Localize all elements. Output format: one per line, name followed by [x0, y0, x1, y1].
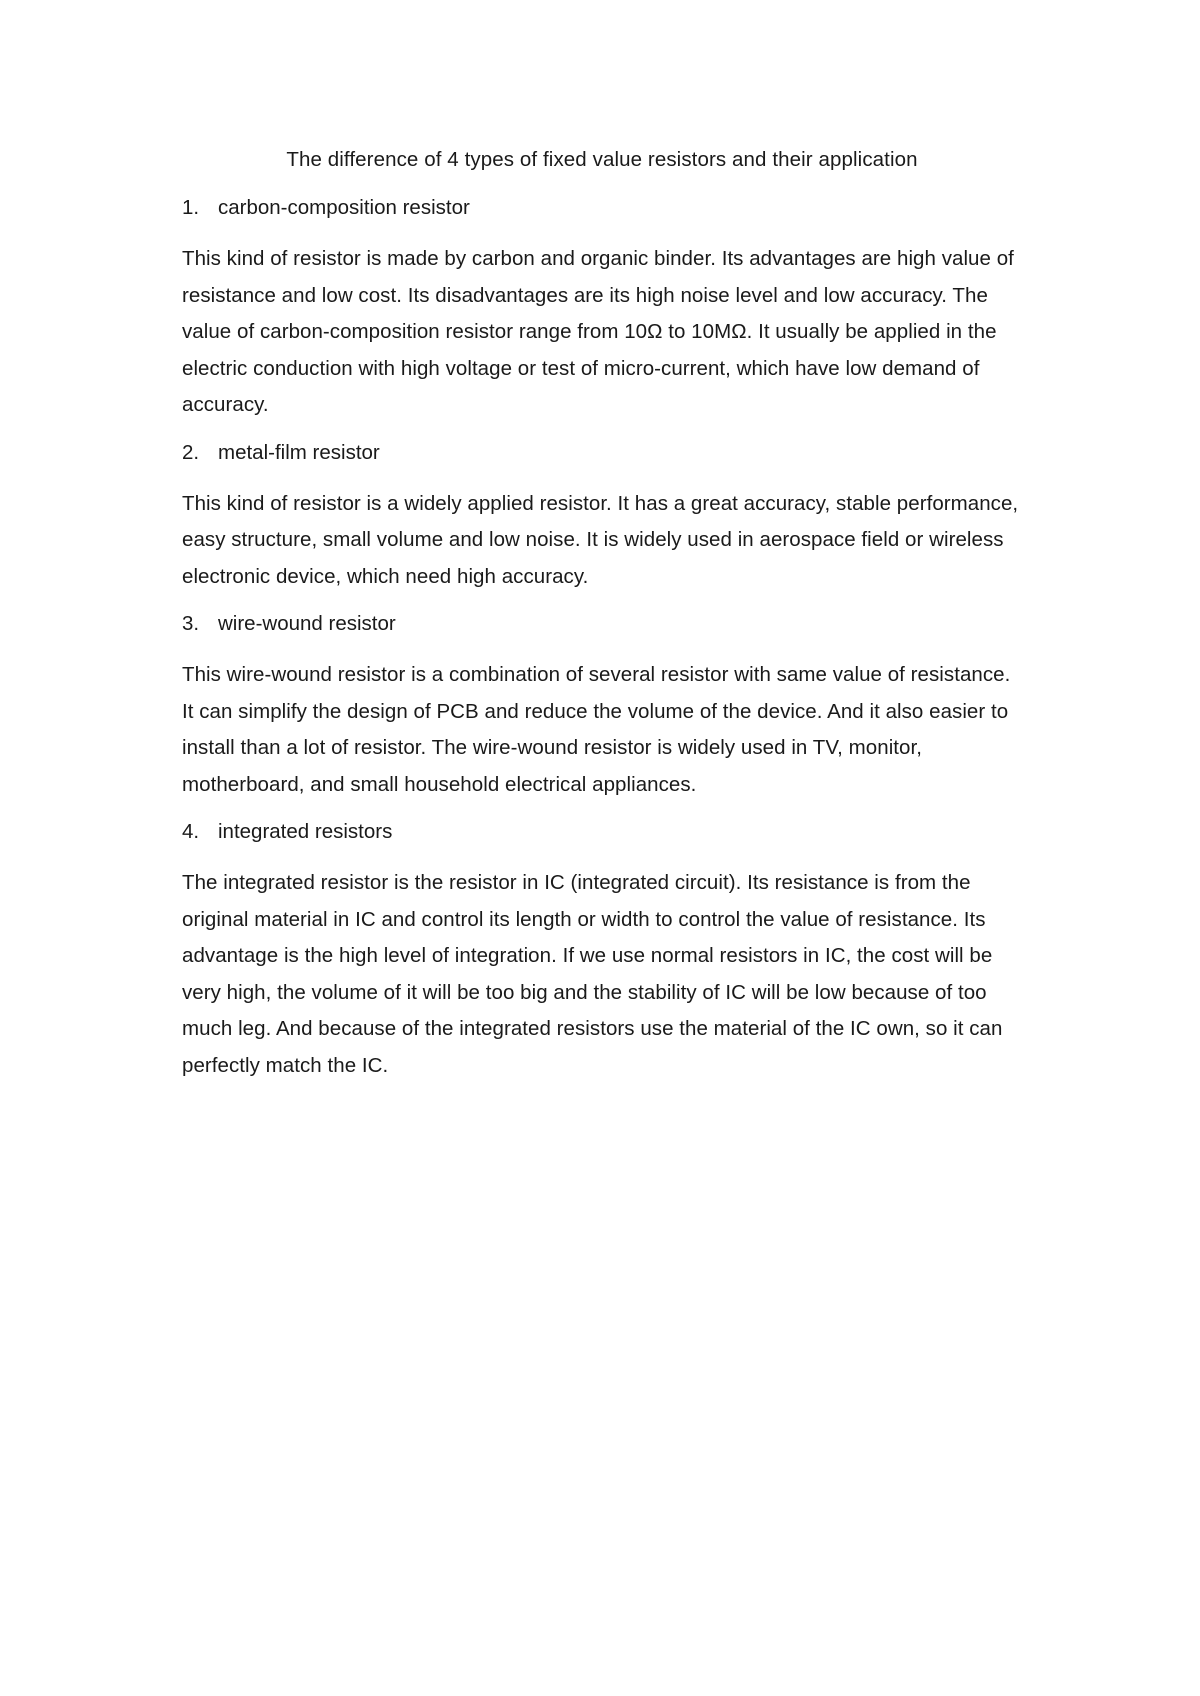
document-content [182, 145, 1022, 1098]
section-paragraph: The integrated resistor is the resistor in IC (integrated circuit). Its resistance is from the original material in IC and control its length or width to control the value of resistance. Its advantage is the high level of integration. If we use normal resistors in IC, the cost will be very high, the volume of it will be too big and the stability of IC will be low because of too much leg. And because of the integrated resistors use the material of the IC own, so it can perfectly match the IC. [182, 871, 1003, 1077]
section-number: 4. [182, 820, 200, 843]
section-paragraph: This wire-wound resistor is a combination of several resistor with same value of resistance. It can simplify the design of PCB and reduce the volume of the device. And it also easier to install than a lot of resistor. The wire-wound resistor is widely used in TV, monitor, motherboard, and small household electrical appliances. [182, 663, 1011, 796]
section-wire-wound [182, 609, 1022, 803]
section-paragraph: This kind of resistor is made by carbon and organic binder. Its advantages are high value of resistance and low cost. Its disadvantages are its high noise level and low accuracy. The value of carbon-composition resistor range from 10Ω to 10MΩ. It usually be applied in the electric conduction with high voltage or test of micro-current, which have low demand of accuracy. [182, 247, 1014, 416]
section-heading [182, 438, 1022, 468]
section-heading [182, 193, 1022, 223]
section-number: 3. [182, 612, 200, 635]
section-number: 1. [182, 196, 200, 219]
section-title: metal-film resistor [218, 440, 380, 464]
section-metal-film [182, 438, 1022, 596]
section-number: 2. [182, 440, 200, 464]
section-carbon-composition [182, 193, 1022, 424]
section-heading [182, 609, 1022, 639]
section-heading [182, 817, 1022, 847]
section-title: wire-wound resistor [218, 612, 396, 635]
document-title: The difference of 4 types of fixed value resistors and their application [286, 148, 918, 171]
section-title: carbon-composition resistor [218, 196, 470, 219]
section-paragraph: This kind of resistor is a widely applied resistor. It has a great accuracy, stable performance, easy structure, small volume and low noise. It is widely used in aerospace field or wireless electronic device, which need high accuracy. [182, 491, 1019, 588]
section-integrated [182, 817, 1022, 1084]
section-title: integrated resistors [218, 820, 393, 843]
